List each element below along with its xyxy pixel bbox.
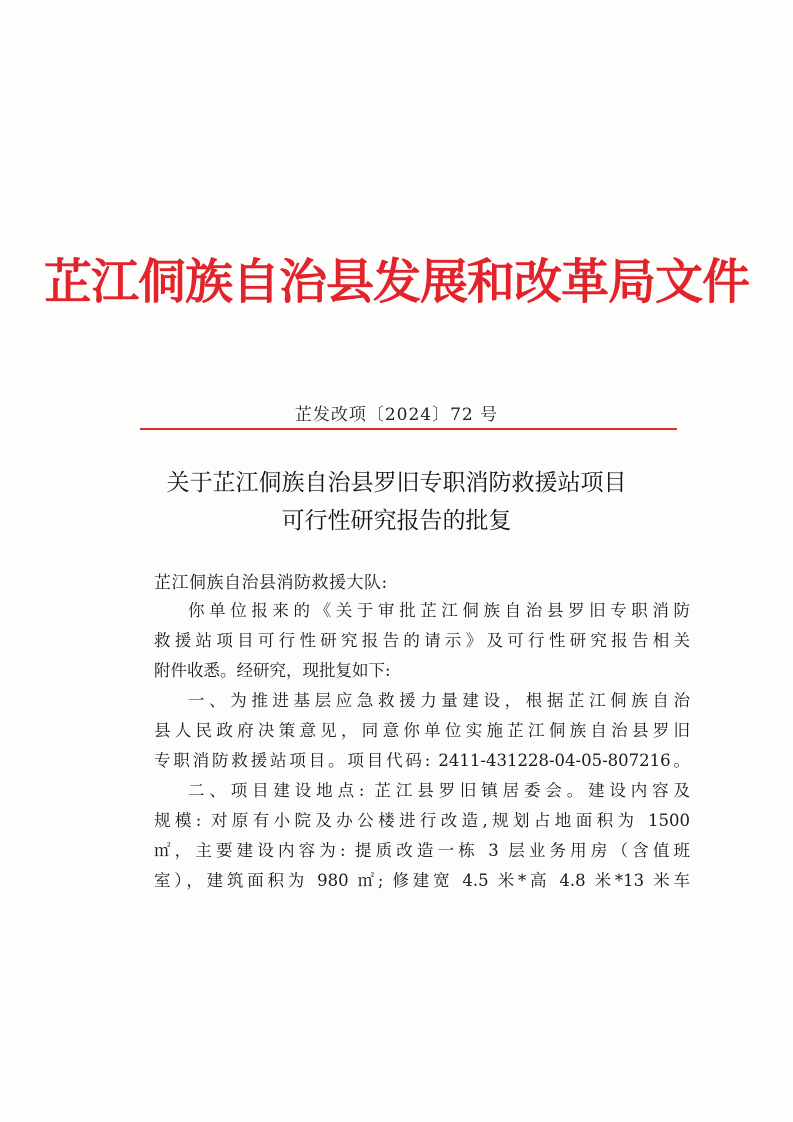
body-line: 你单位报来的《关于审批芷江侗族自治县罗旧专职消防 [188,601,690,620]
document-title-line-2: 可行性研究报告的批复 [281,508,512,534]
document-title-line-1: 关于芷江侗族自治县罗旧专职消防救援站项目 [166,470,627,496]
addressee: 芷江侗族自治县消防救援大队: [154,573,388,593]
document-number: 芷发改项〔2024〕72 号 [294,405,499,425]
body-line: 附件收悉。经研究，现批复如下: [154,661,391,680]
body-line: 二、项目建设地点: 芷江县罗旧镇居委会。建设内容及 [188,781,690,800]
body-line: 室），建筑面积为 980 ㎡; 修建宽 4.5 米*高 4.8 米*13 米车 [154,871,690,890]
body-text [154,596,690,896]
document-title [0,464,793,540]
body-line: 专职消防救援站项目。项目代码: 2411-431228-04-05-807216。 [154,751,690,770]
body-line: 规模: 对原有小院及办公楼进行改造,规划占地面积为 1500 [154,811,690,830]
red-divider-line [140,428,677,430]
body-line: 救援站项目可行性研究报告的请示》及可行性研究报告相关 [154,631,690,650]
body-line: 一、为推进基层应急救援力量建设，根据芷江侗族自治 [188,691,690,710]
body-line: 县人民政府决策意见，同意你单位实施芷江侗族自治县罗旧 [154,721,690,740]
agency-header-title: 芷江侗族自治县发展和改革局文件 [43,254,749,310]
body-line: ㎡，主要建设内容为: 提质改造一栋 3 层业务用房（含值班 [154,841,690,860]
